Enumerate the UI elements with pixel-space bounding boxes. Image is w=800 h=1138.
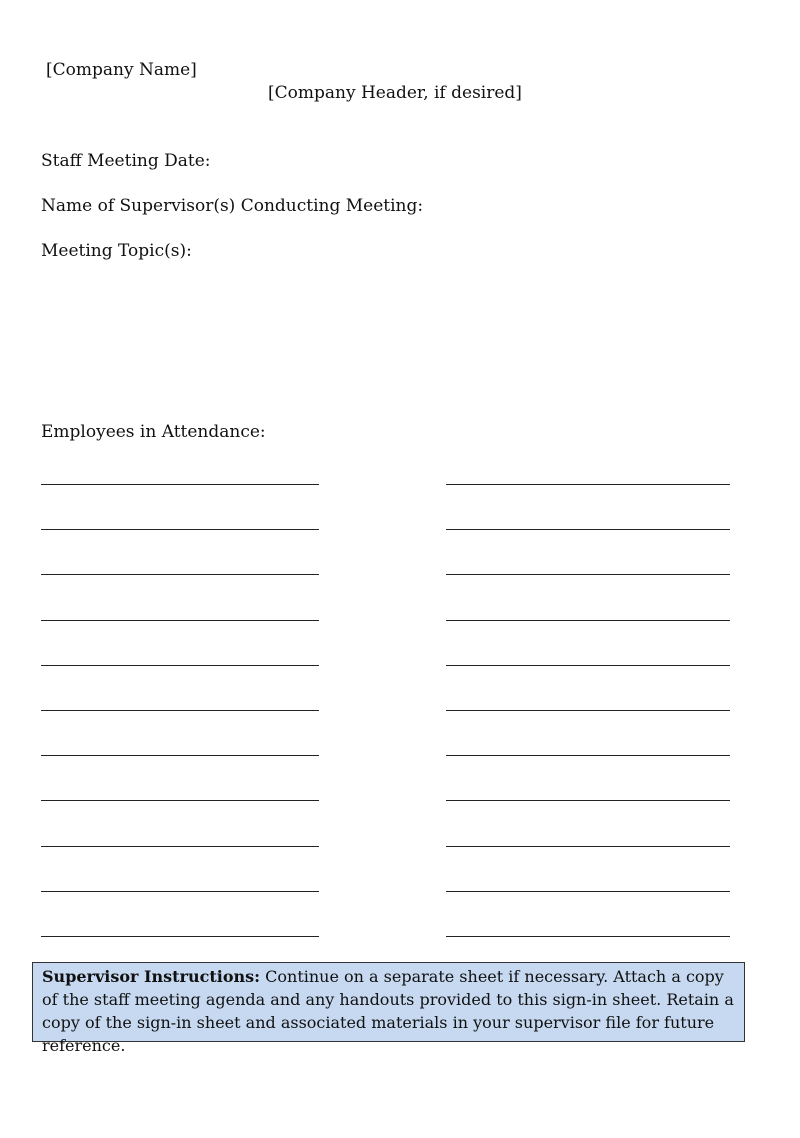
signature-line-left [41, 891, 319, 892]
signature-line-left [41, 529, 319, 530]
signature-line-left [41, 710, 319, 711]
signature-line-left [41, 620, 319, 621]
attendance-label: Employees in Attendance: [41, 422, 266, 442]
signature-line-right [446, 574, 730, 575]
signature-line-left [41, 484, 319, 485]
signature-line-left [41, 936, 319, 937]
signature-line-right [446, 846, 730, 847]
signature-line-right [446, 800, 730, 801]
signature-line-right [446, 529, 730, 530]
signature-line-right [446, 484, 730, 485]
signature-line-right [446, 620, 730, 621]
instructions-body: Continue on a separate sheet if necessary. Attach a copy of the staff meeting agenda and any handouts provided to this sign-in sheet. Retain a copy of the sign-in sheet and associated materials in your supervisor file for future reference. [42, 967, 734, 1055]
signature-line-right [446, 936, 730, 937]
supervisor-instructions-box [32, 962, 745, 1055]
signature-line-left [41, 665, 319, 666]
signature-line-right [446, 755, 730, 756]
signature-line-left [41, 846, 319, 847]
supervisor-name-label: Name of Supervisor(s) Conducting Meeting: [41, 196, 424, 216]
signature-line-left [41, 800, 319, 801]
signature-line-right [446, 891, 730, 892]
signature-line-left [41, 755, 319, 756]
signature-line-right [446, 665, 730, 666]
company-header: [Company Header, if desired] [268, 83, 522, 103]
meeting-date-label: Staff Meeting Date: [41, 151, 211, 171]
signature-line-right [446, 710, 730, 711]
instructions-title: Supervisor Instructions: [42, 967, 261, 986]
company-name: [Company Name] [46, 60, 197, 80]
meeting-topic-label: Meeting Topic(s): [41, 241, 192, 261]
signature-line-left [41, 574, 319, 575]
